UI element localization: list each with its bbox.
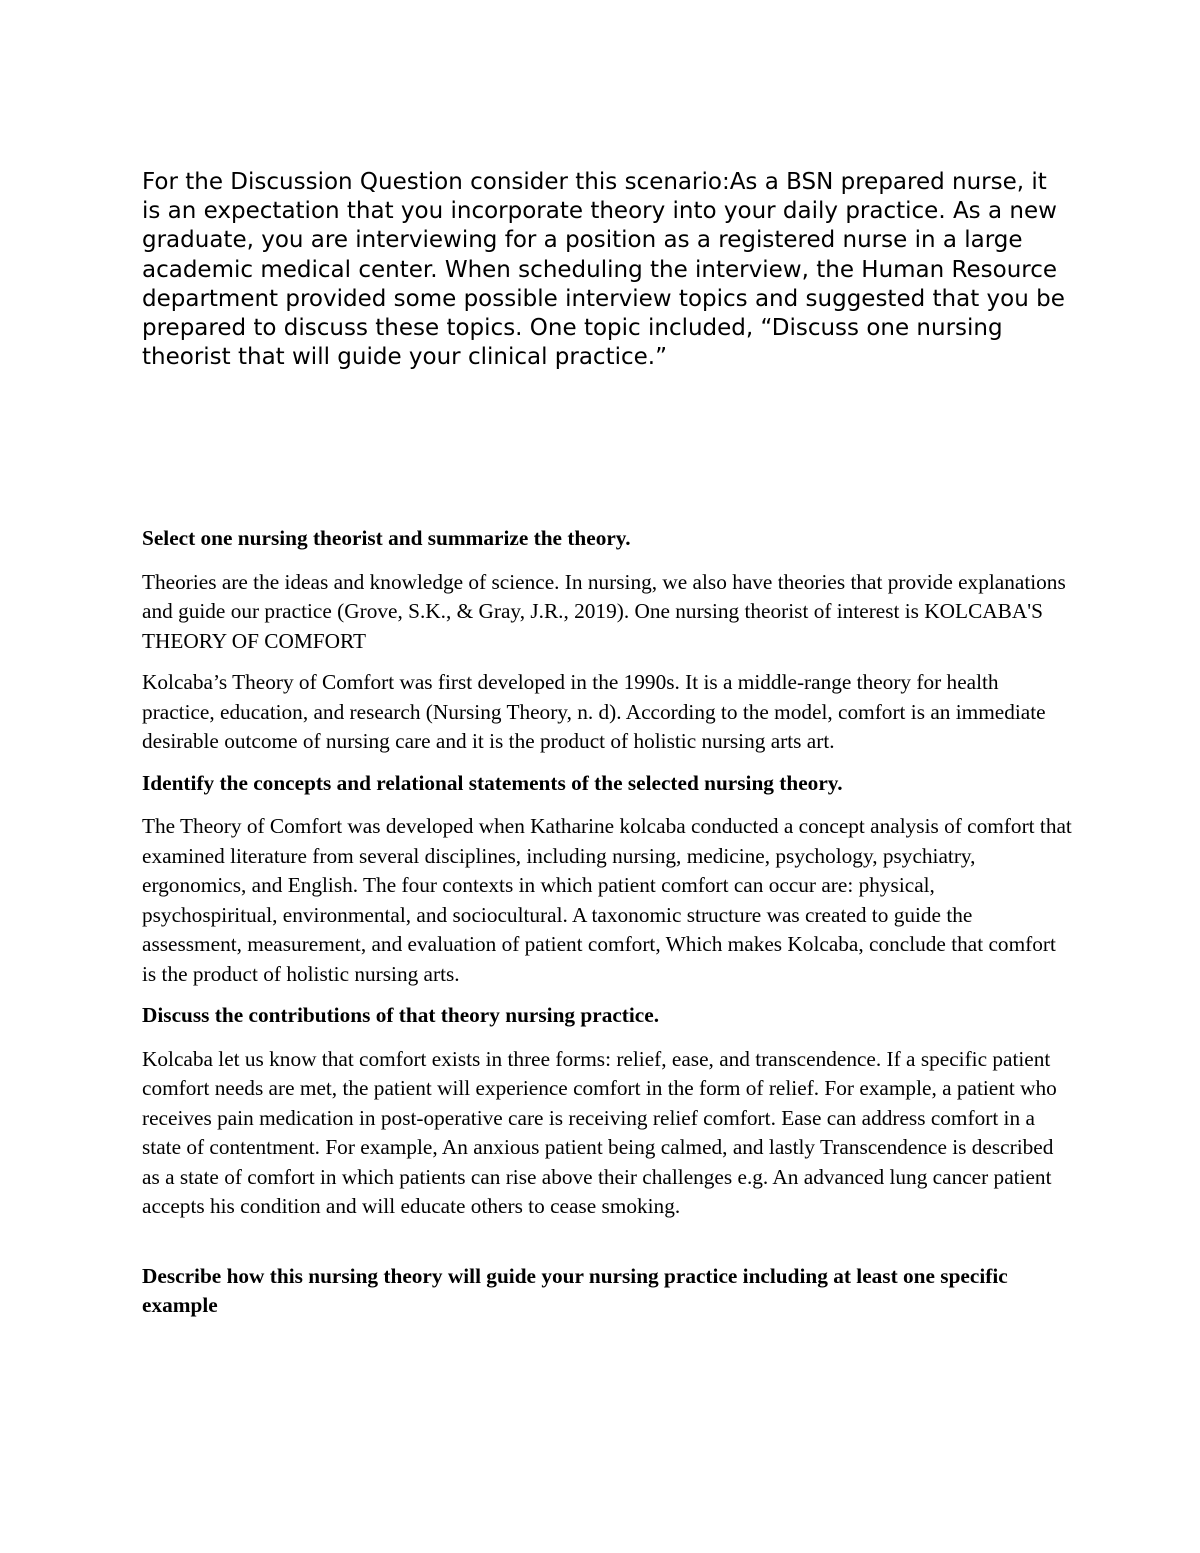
section-concepts	[142, 769, 1072, 990]
paragraph: Kolcaba’s Theory of Comfort was first developed in the 1990s. It is a middle-range theory for health practice, education, and research (Nursing Theory, n. d). According to the model, comfort is an immediate desirable outcome of nursing care and it is the product of holistic nursing arts art.	[142, 670, 1046, 753]
paragraph: Theories are the ideas and knowledge of science. In nursing, we also have theories that provide explanations and guide our practice (Grove, S.K., & Gray, J.R., 2019). One nursing theorist of interest is KOLCABA'S THEORY OF COMFORT	[142, 569, 1066, 653]
section-heading: Identify the concepts and relational statements of the selected nursing theory.	[142, 770, 843, 795]
answer-body	[142, 524, 1072, 1335]
section-heading: Discuss the contributions of that theory nursing practice.	[142, 1003, 660, 1027]
section-heading: Describe how this nursing theory will guide your nursing practice including at least one specific example	[142, 1263, 1008, 1317]
section-contributions	[142, 1001, 1072, 1222]
paragraph: Kolcaba let us know that comfort exists in three forms: relief, ease, and transcendence. If a specific patient comfort needs are met, the patient will experience comfort in the form of relief. For example, a patient who receives pain medication in post-operative care is receiving relief comfort. Ease can address comfort in a state of contentment. For example, An anxious patient being calmed, and lastly Transcendence is described as a state of comfort in which patients can rise above their challenges e.g. An advanced lung cancer patient accepts his condition and will educate others to cease smoking.	[142, 1046, 1057, 1218]
section-summarize-theory	[142, 524, 1072, 757]
paragraph: The Theory of Comfort was developed when Katharine kolcaba conducted a concept analysis of comfort that examined literature from several disciplines, including nursing, medicine, psychology, psychiatry, ergonomics, and English. The four contexts in which patient comfort can occur are: physical, psychospiritual, environmental, and sociocultural. A taxonomic structure was created to guide the assessment, measurement, and evaluation of patient comfort, Which makes Kolcaba, conclude that comfort is the product of holistic nursing arts.	[142, 814, 1072, 986]
section-guide-practice	[142, 1262, 1072, 1321]
section-heading: Select one nursing theorist and summarize the theory.	[142, 526, 631, 550]
discussion-prompt: For the Discussion Question consider this scenario:As a BSN prepared nurse, it is an expectation that you incorporate theory into your daily practice. As a new graduate, you are interviewing for a position as a registered nurse in a large academic medical center. When scheduling the interview, the Human Resource department provided some possible interview topics and suggested that you be prepared to discuss these topics. One topic included, “Discuss one nursing theorist that will guide your clinical practice.”	[142, 169, 1065, 371]
